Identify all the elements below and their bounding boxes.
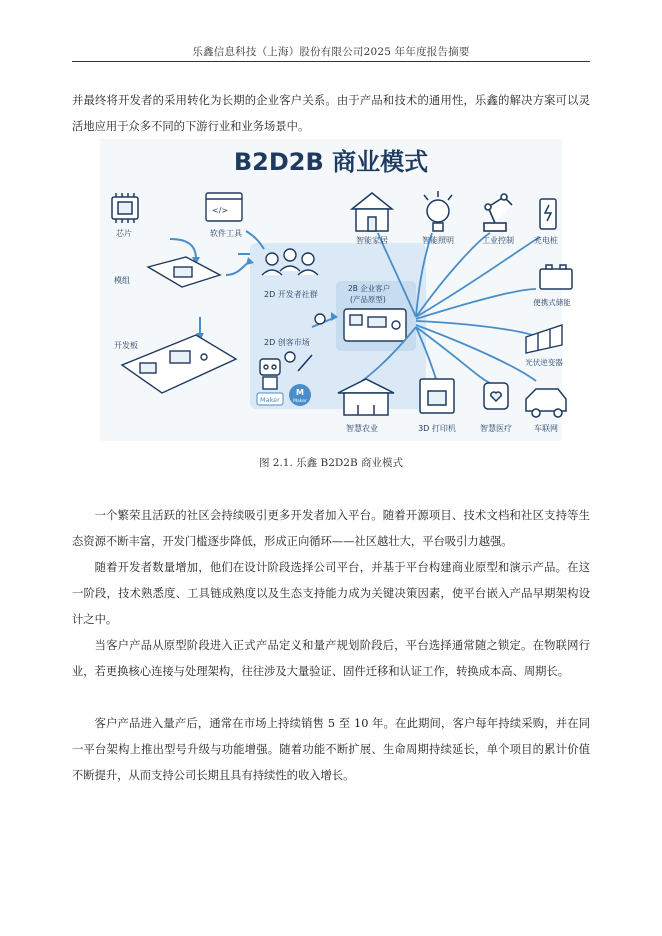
header-rule [72, 61, 590, 62]
label-maker-logo: Maker [293, 399, 307, 404]
label-storage: 便携式储能 [533, 298, 571, 307]
svg-text:</>: </> [212, 206, 229, 215]
label-agriculture: 智慧农业 [346, 424, 378, 433]
figure-title: B2D2B 商业模式 [233, 148, 429, 176]
solar-inverter-panel-icon [526, 325, 562, 353]
module-icon [148, 257, 220, 287]
portable-storage-battery-icon [540, 265, 572, 289]
b2d2b-diagram [100, 139, 571, 441]
label-smart-lighting: 智能照明 [422, 236, 454, 245]
label-smart-home: 智能家居 [356, 236, 388, 245]
label-medical: 智慧医疗 [480, 424, 512, 433]
paragraph-community: 一个繁荣且活跃的社区会持续吸引更多开发者加入平台。随着开源项目、技术文档和社区支持等生态资源不断丰富，开发门槛逐步降低，形成正向循环——社区越壮大，平台吸引力越强。 [72, 509, 590, 548]
label-inverter: 光伏逆变器 [525, 358, 563, 367]
label-chip: 芯片 [116, 229, 132, 238]
paragraph-design: 随着开发者数量增加，他们在设计阶段选择公司平台，并基于平台构建商业原型和演示产品。在这一阶段，技术熟悉度、工具链成熟度以及生态支持能力成为关键决策因素，使平台嵌入产品早期架构设计之中。 [72, 561, 590, 626]
label-community: 2D 开发者社群 [264, 290, 318, 299]
label-maker-badge: Maker [260, 396, 280, 404]
b2d2b-figure [100, 139, 571, 441]
label-software: 软件工具 [210, 229, 242, 238]
label-iov: 车联网 [534, 424, 558, 433]
connected-car-icon [526, 389, 566, 417]
target-icon [315, 314, 325, 324]
smart-home-icon [352, 193, 392, 231]
software-tool-icon [206, 193, 242, 221]
label-prototype: (产品原型) [350, 295, 386, 304]
chip-icon [112, 193, 138, 223]
industrial-robot-arm-icon [484, 194, 512, 231]
robot-icon [260, 359, 280, 389]
gear-icon [285, 352, 295, 362]
label-printer: 3D 打印机 [418, 424, 456, 433]
figure-caption: 图 2.1. 乐鑫 B2D2B 商业模式 [258, 457, 404, 469]
paragraph-intro: 并最终将开发者的采用转化为长期的企业客户关系。由于产品和技术的通用性，乐鑫的解决方案可以灵活地应用于众多不同的下游行业和业务场景中。 [72, 94, 590, 133]
maker-logo-icon [289, 384, 311, 406]
svg-text:M: M [296, 388, 304, 397]
label-industrial: 工业控制 [482, 236, 514, 245]
label-enterprise: 2B 企业客户 [348, 284, 391, 293]
label-module: 模组 [114, 276, 130, 285]
label-devboard: 开发板 [114, 341, 138, 350]
label-maker-market: 2D 创客市场 [264, 338, 310, 347]
smart-lighting-icon [424, 191, 452, 231]
smart-medical-watch-icon [484, 383, 508, 409]
paragraph-lockin: 当客户产品从原型阶段进入正式产品定义和量产规划阶段后，平台选择通常随之锁定。在物联网行业，若更换核心连接与处理架构，往往涉及大量验证、固件迁移和认证工作，转换成本高、周期长。 [72, 639, 590, 678]
paragraph-mass-production: 客户产品进入量产后，通常在市场上持续销售 5 至 10 年。在此期间，客户每年持续采购，并在同一平台架构上推出型号升级与功能增强。随着功能不断扩展、生命周期持续延长，单个项目的累计价值不断提升，从而支持公司长期且具有持续性的收入增长。 [72, 717, 590, 782]
devboard-icon [122, 335, 236, 393]
3d-printer-icon [420, 379, 454, 413]
report-header: 乐鑫信息科技（上海）股份有限公司2025 年年度报告摘要 [192, 46, 470, 58]
charging-station-icon [540, 199, 556, 229]
prototype-board-icon [344, 309, 406, 341]
label-charging: 充电桩 [534, 236, 558, 245]
